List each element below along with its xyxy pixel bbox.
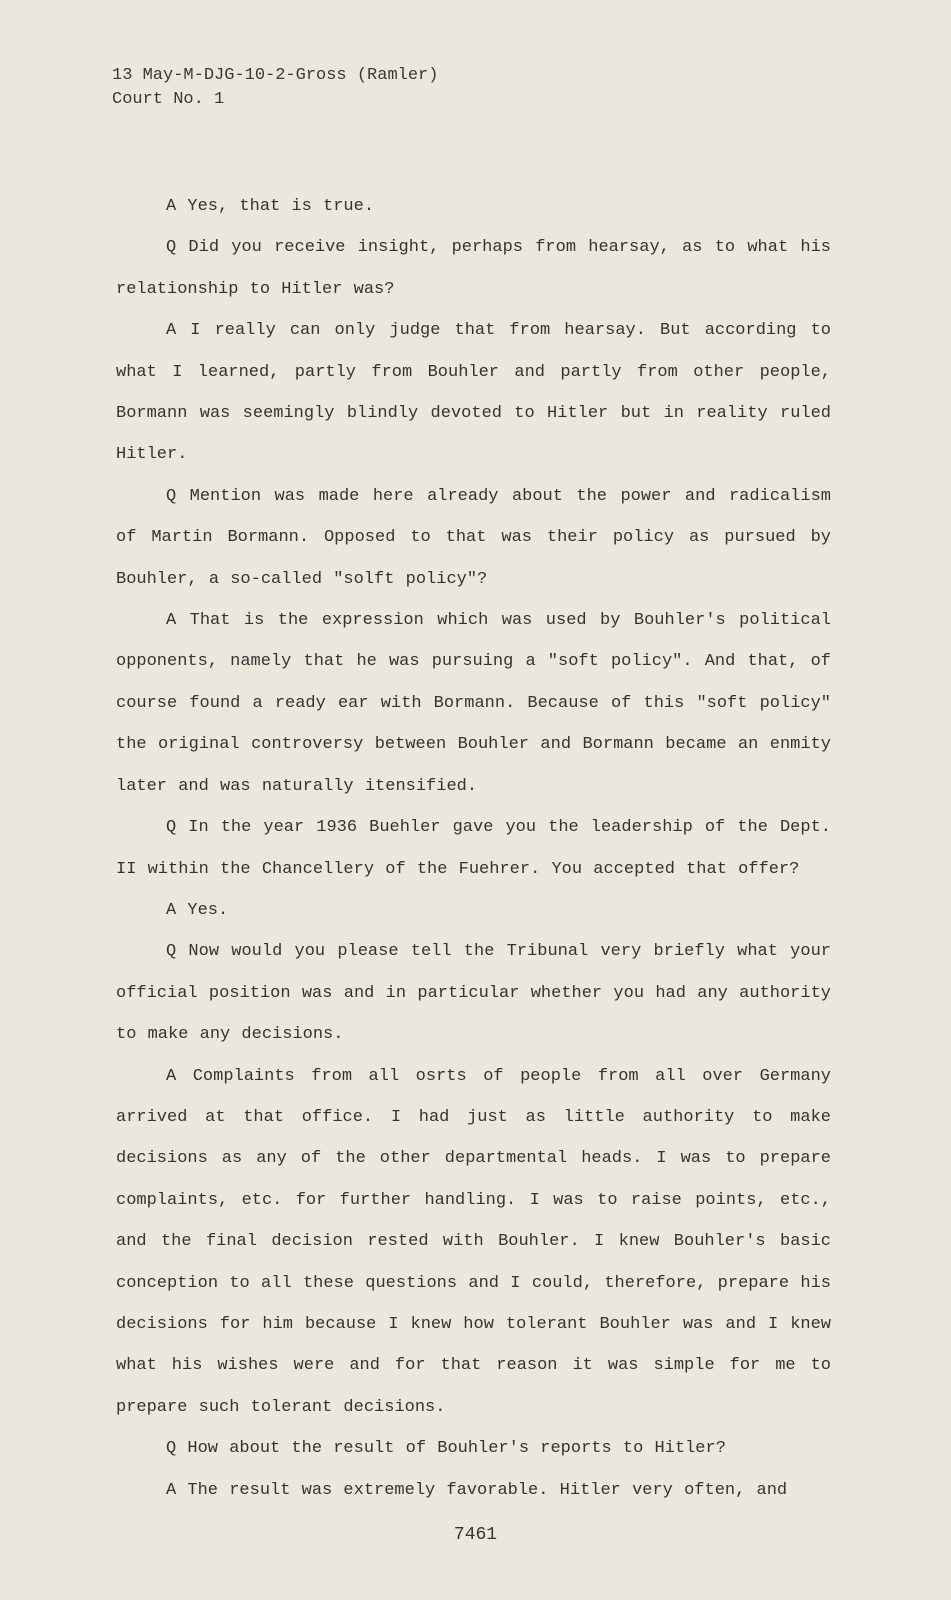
transcript-paragraph: Q Now would you please tell the Tribunal very briefly what your official position was and in particular whether you had any authority to make any decisions. [116, 942, 831, 1045]
header-reference: 13 May-M-DJG-10-2-Gross (Ramler) [112, 66, 439, 85]
transcript-paragraph: Q How about the result of Bouhler's reports to Hitler? [166, 1439, 726, 1459]
transcript-paragraph: A The result was extremely favorable. Hitler very often, and [166, 1480, 788, 1500]
transcript-paragraph: A I really can only judge that from hearsay. But according to what I learned, partly from Bouhler and partly from other people, Bormann was seemingly blindly devoted to Hitler but in reality ruled Hitler. [116, 321, 831, 465]
transcript-paragraph: A Complaints from all osrts of people from all over Germany arrived at that office. I had just as little authority to make decisions as any of the other departmental heads. I was to prepare complaints, etc. for further handling. I was to raise points, etc., and the final decision rested with Bouhler. I knew Bouhler's basic conception to all these questions and I could, therefore, prepare his decisions for him because I knew how tolerant Bouhler was and I knew what his wishes were and for that reason it was simple for me to prepare such tolerant decisions. [116, 1066, 831, 1417]
transcript-paragraph: A Yes, that is true. [166, 197, 375, 216]
header-court: Court No. 1 [112, 90, 225, 109]
document-header [112, 64, 438, 112]
transcript-paragraph: Q Mention was made here already about the power and radicalism of Martin Bormann. Opposed to that was their policy as pursued by Bouhler, a so-called "solft policy"? [116, 486, 831, 589]
transcript-paragraph: A Yes. [166, 900, 229, 920]
transcript-body [116, 186, 831, 1511]
transcript-paragraph: A That is the expression which was used by Bouhler's political opponents, namely that he was pursuing a "soft policy". And that, of course found a ready ear with Bormann. Because of this "soft policy" the original controversy between Bouhler and Bormann became an enmity later and was naturally itensified. [116, 611, 831, 796]
transcript-paragraph: Q Did you receive insight, perhaps from hearsay, as to what his relationship to Hitler was? [116, 238, 831, 299]
transcript-paragraph: Q In the year 1936 Buehler gave you the leadership of the Dept. II within the Chancellery of the Fuehrer. You accepted that offer? [116, 818, 831, 879]
page-number: 7461 [453, 1525, 498, 1545]
